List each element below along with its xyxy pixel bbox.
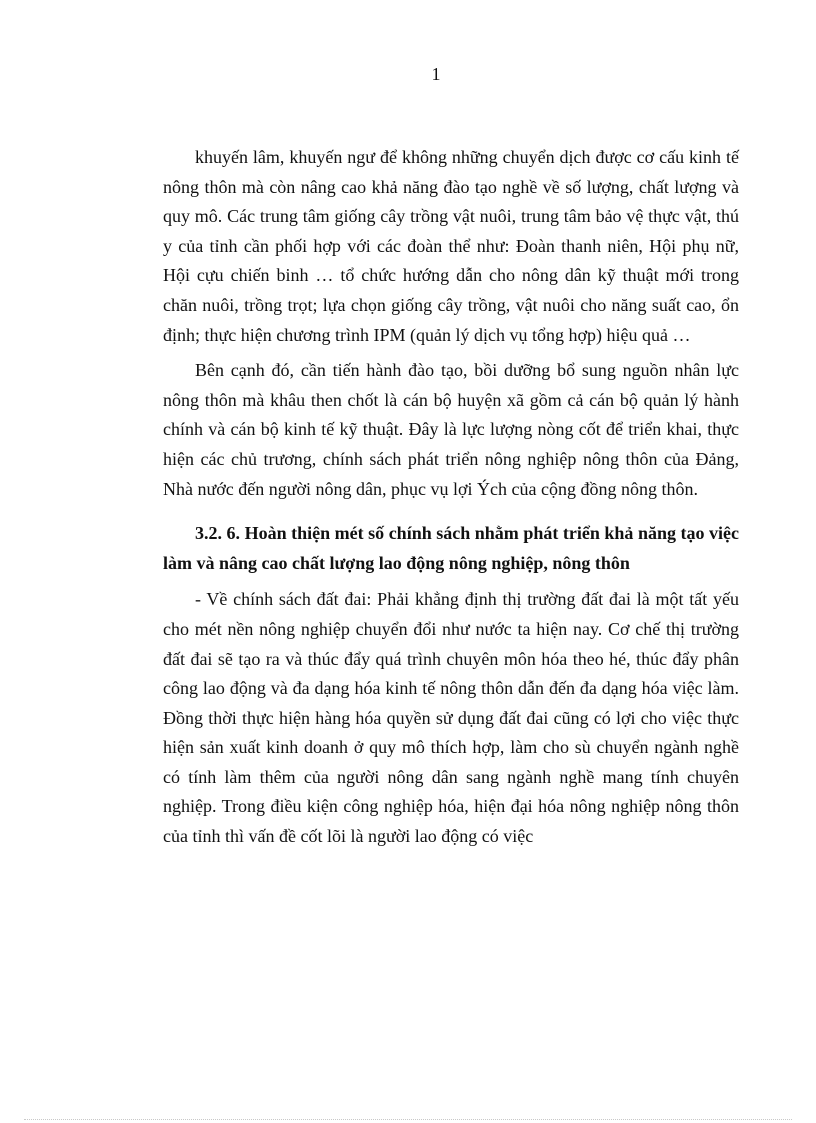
paragraph-2: Bên cạnh đó, cần tiến hành đào tạo, bồi dưỡng bổ sung nguồn nhân lực nông thôn mà khâu then chốt là cán bộ huyện xã gồm cả cán bộ quản lý hành chính và cán bộ kinh tế kỹ thuật. Đây là lực lượng nòng cốt để triển khai, thực hiện các chủ trương, chính sách phát triển nông nghiệp nông thôn của Đảng, Nhà nước đến người nông dân, phục vụ lợi Ých của cộng đồng nông thôn.	[163, 360, 739, 499]
paragraph-3: - Về chính sách đất đai: Phải khẳng định thị trường đất đai là một tất yếu cho mét nền nông nghiệp chuyển đổi như nước ta hiện nay. Cơ chế thị trường đất đai sẽ tạo ra và thúc đẩy quá trình chuyên môn hóa theo hé, thúc đẩy phân công lao động và đa dạng hóa kinh tế nông thôn dẫn đến đa dạng hóa việc làm. Đồng thời thực hiện hàng hóa quyền sử dụng đất đai cũng có lợi cho việc thực hiện sản xuất kinh doanh ở quy mô thích hợp, làm cho sù chuyển ngành nghề có tính làm thêm của người nông dân sang ngành nghề mang tính chuyên nghiệp. Trong điều kiện công nghiệp hóa, hiện đại hóa nông nghiệp nông thôn của tỉnh thì vấn đề cốt lõi là người lao động có việc	[163, 589, 739, 847]
document-body	[163, 143, 739, 852]
section-heading: 3.2. 6. Hoàn thiện mét số chính sách nhằm phát triển khả năng tạo việc làm và nâng cao chất lượng lao động nông nghiệp, nông thôn	[163, 523, 739, 573]
page-number: 1	[431, 64, 441, 84]
paragraph-1: khuyến lâm, khuyến ngư để không những chuyển dịch được cơ cấu kinh tế nông thôn mà còn nâng cao khả năng đào tạo nghề về số lượng, chất lượng và quy mô. Các trung tâm giống cây trồng vật nuôi, trung tâm bảo vệ thực vật, thú y của tỉnh cần phối hợp với các đoàn thể như: Đoàn thanh niên, Hội phụ nữ, Hội cựu chiến binh … tổ chức hướng dẫn cho nông dân kỹ thuật mới trong chăn nuôi, trồng trọt; lựa chọn giống cây trồng, vật nuôi cho năng suất cao, ổn định; thực hiện chương trình IPM (quản lý dịch vụ tổng hợp) hiệu quả …	[163, 147, 739, 345]
page-bottom-divider	[24, 1119, 792, 1120]
